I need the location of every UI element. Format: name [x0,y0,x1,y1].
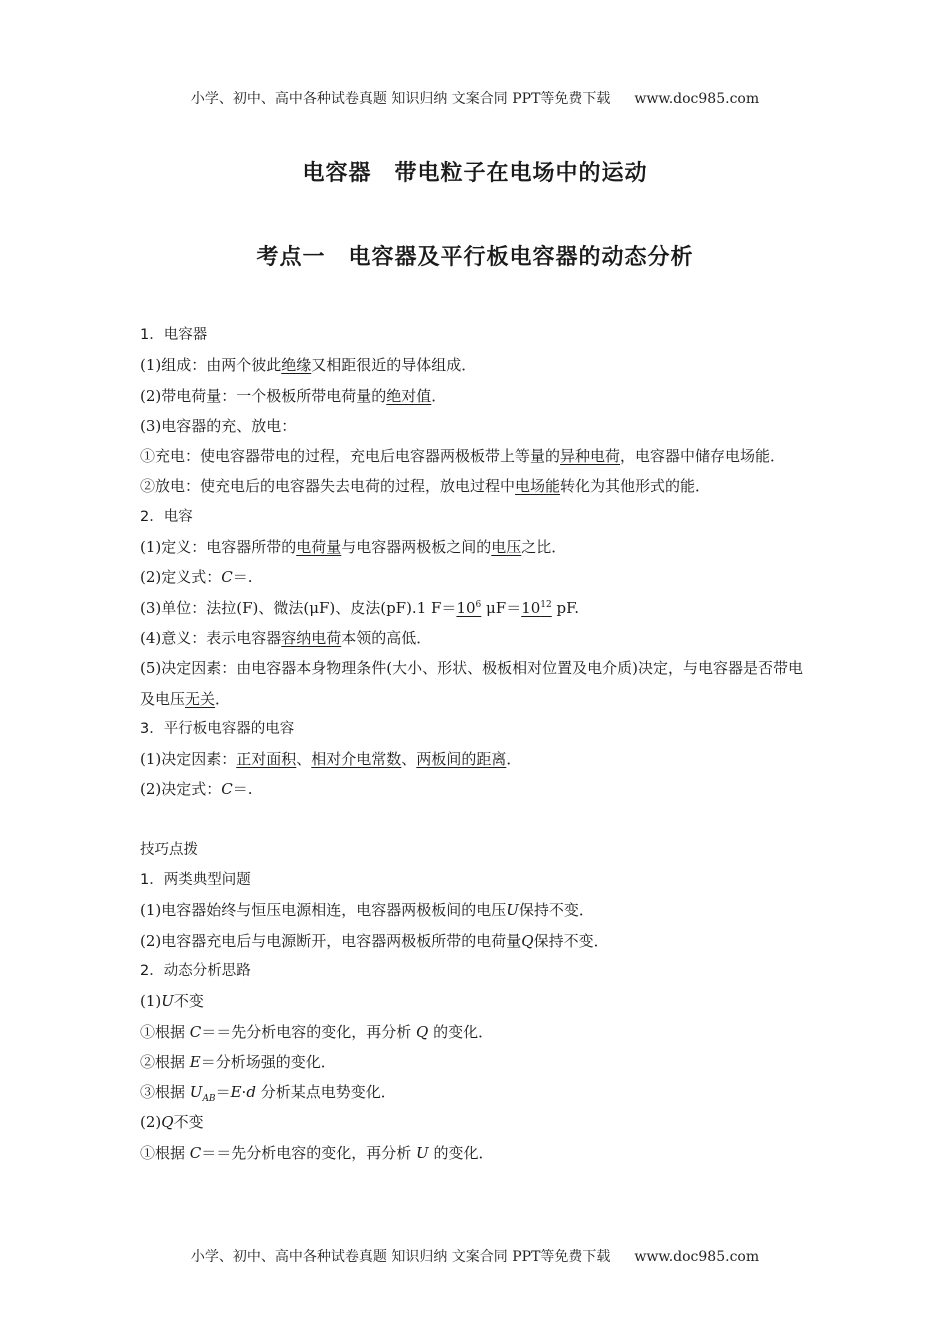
s1-heading: 1．电容器 [140,327,208,343]
page-title: 电容器 带电粒子在电场中的运动 [302,161,648,186]
s3-line1: (1)决定因素：正对面积、相对介电常数、两板间的距离． [140,750,522,769]
s2-heading: 2．电容 [140,508,193,525]
s1-line2: (2)带电荷量：一个极板所带电荷量的绝对值． [140,386,447,405]
tips-q1: (1)U不变 [140,992,204,1011]
footer-text: 小学、初中、高中各种试卷真题 知识归纳 文案合同 PPT等免费下载 [190,1249,611,1265]
tips-q2: ①根据 C＝＝先分析电容的变化，再分析 Q 的变化． [140,1022,494,1041]
banner-text: 小学、初中、高中各种试卷真题 知识归纳 文案合同 PPT等免费下载 [190,91,611,107]
section-title: 考点一 电容器及平行板电容器的动态分析 [256,245,694,270]
s2-line1: (1)定义：电容器所带的电荷量与电容器两极板之间的电压之比． [140,538,567,557]
header-banner [0,88,950,108]
banner-url[interactable]: www.doc985.com [634,91,760,107]
tips-p1: (1)电容器始终与恒压电源相连，电容器两极板间的电压U保持不变． [140,901,594,920]
s1-line5: ②放电：使充电后的电容器失去电荷的过程，放电过程中电场能转化为其他形式的能． [140,477,711,496]
tips-heading: 技巧点拨 [140,841,198,858]
tips-p2: (2)电容器充电后与电源断开，电容器两极板所带的电荷量Q保持不变． [140,931,609,950]
s1-line3: (3)电容器的充、放电： [140,416,297,435]
tips-h2: 2．动态分析思路 [140,962,251,979]
tips-q3: ②根据 E＝分析场强的变化． [140,1052,336,1071]
s2-line2: (2)定义式：C＝. [140,568,253,587]
footer-banner [0,1246,950,1266]
s1-line4: ①充电：使电容器带电的过程，充电后电容器两极板带上等量的异种电荷，电容器中储存电场能． [140,447,786,466]
body-content [140,320,812,1168]
tips-h1: 1．两类典型问题 [140,872,251,889]
tips-q4: ③根据 $U_{AB}=E\cdot d$ 分析某点电势变化． [140,1083,396,1105]
tips-r1: (2)Q不变 [140,1113,204,1132]
s3-line2: (2)决定式：C＝. [140,780,253,799]
s2-line5: (5)决定因素：由电容器本身物理条件(大小、形状、极板相对位置及电介质)决定，与电容器是否带电及电压无关． [140,659,803,708]
tips-r2: ①根据 C＝＝先分析电容的变化，再分析 U 的变化． [140,1143,494,1162]
s3-heading: 3．平行板电容器的电容 [140,720,295,737]
s2-line3: (3)单位：法拉(F)、微法(μF)、皮法(pF).1 $F=10^6$ $\mu F=10^{12}$ pF. [140,598,579,617]
s2-line4: (4)意义：表示电容器容纳电荷本领的高低． [140,628,432,647]
s1-line1: (1)组成：由两个彼此绝缘又相距很近的导体组成． [140,356,477,375]
footer-url[interactable]: www.doc985.com [634,1249,760,1265]
